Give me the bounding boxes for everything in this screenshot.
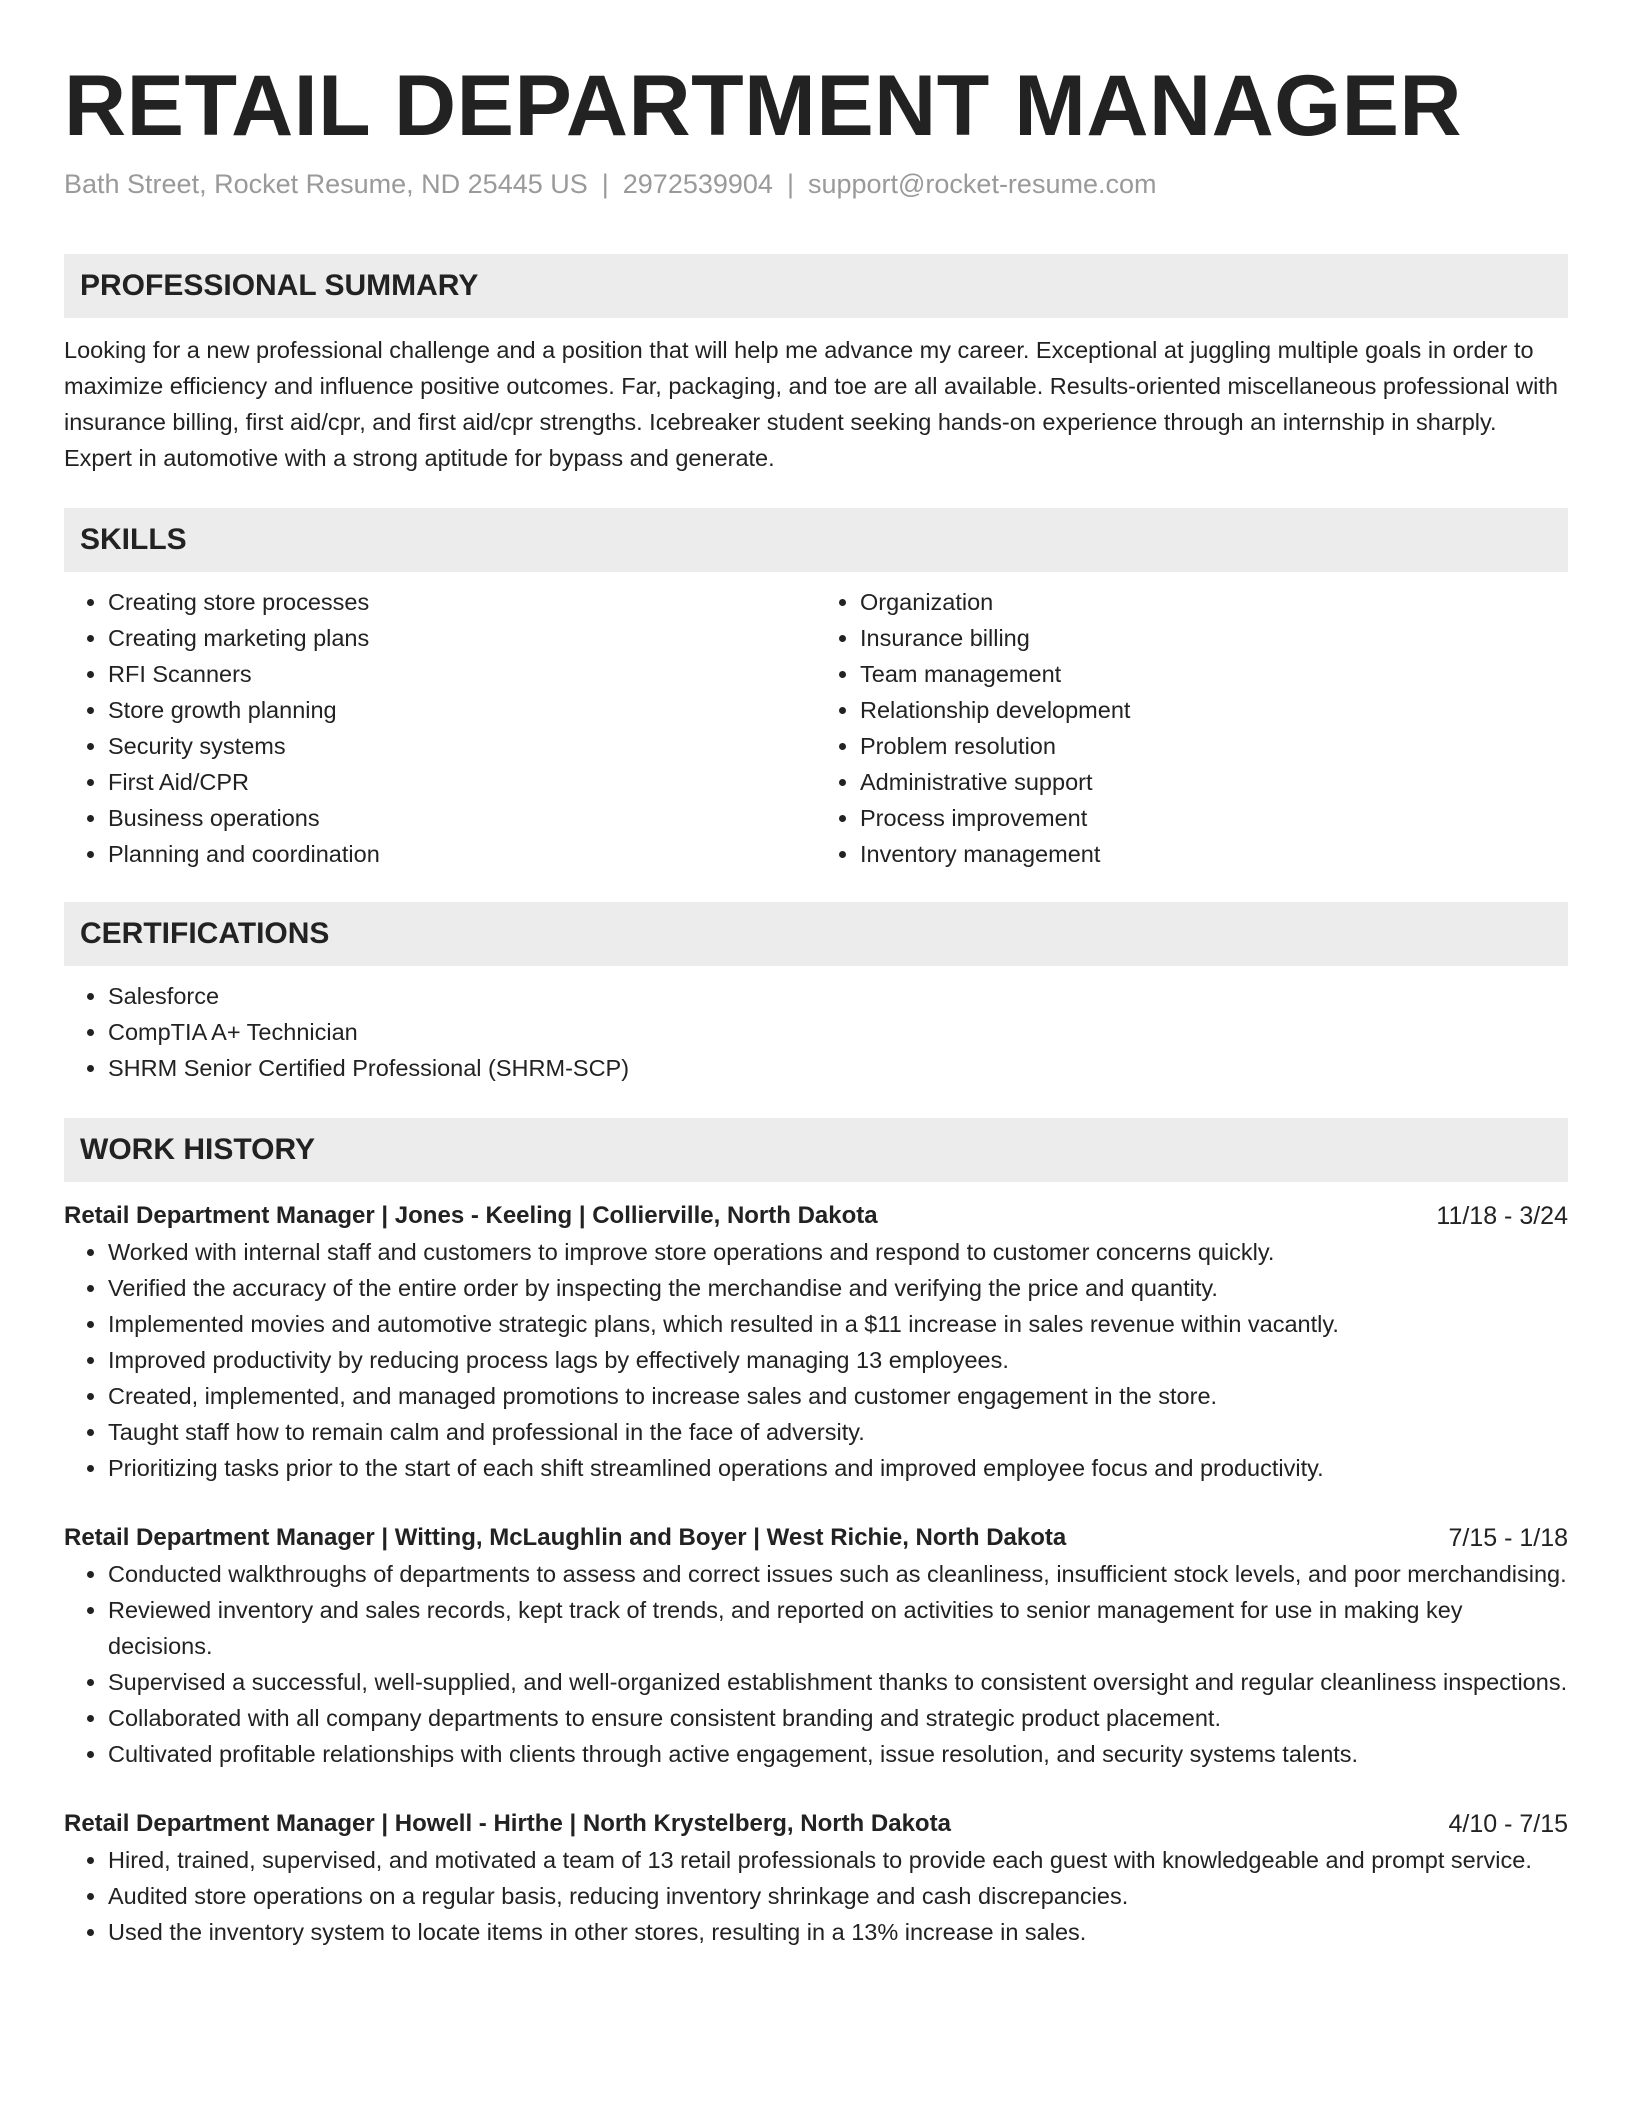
job-dates: 4/10 - 7/15 — [1448, 1810, 1568, 1838]
skills-list-left — [64, 584, 816, 872]
skill-item: • RFI Scanners — [108, 656, 816, 692]
job-bullet: • Audited store operations on a regular basis, reducing inventory shrinkage and cash discrepancies. — [108, 1878, 1568, 1914]
job-dates: 7/15 - 1/18 — [1448, 1524, 1568, 1552]
contact-email: support@rocket-resume.com — [807, 169, 1157, 199]
work-jobs — [64, 1198, 1568, 1950]
job-header — [64, 1520, 1568, 1556]
skill-item: • Team management — [860, 656, 1568, 692]
work-heading: WORK HISTORY — [64, 1118, 1568, 1182]
certification-item: • CompTIA A+ Technician — [108, 1014, 1568, 1050]
work-section — [64, 1118, 1568, 1950]
summary-heading: PROFESSIONAL SUMMARY — [64, 254, 1568, 318]
job-bullet: • Taught staff how to remain calm and professional in the face of adversity. — [108, 1414, 1568, 1450]
job-bullet: • Worked with internal staff and customers to improve store operations and respond to customer concerns quickly. — [108, 1234, 1568, 1270]
certification-item: • SHRM Senior Certified Professional (SHRM-SCP) — [108, 1050, 1568, 1086]
skill-item: • Security systems — [108, 728, 816, 764]
skill-item: • Problem resolution — [860, 728, 1568, 764]
job-title: Retail Department Manager | Witting, McLaughlin and Boyer | West Richie, North Dakota — [64, 1524, 1067, 1551]
skill-item: • Creating marketing plans — [108, 620, 816, 656]
job-bullets — [64, 1556, 1568, 1772]
job-bullets — [64, 1234, 1568, 1486]
skill-item: • First Aid/CPR — [108, 764, 816, 800]
certifications-list — [64, 978, 1568, 1086]
contact-address: Bath Street, Rocket Resume, ND 25445 US — [64, 169, 588, 199]
job-bullet: • Prioritizing tasks prior to the start of each shift streamlined operations and improved employee focus and productivity. — [108, 1450, 1568, 1486]
certification-item: • Salesforce — [108, 978, 1568, 1014]
skills-list-right — [816, 584, 1568, 872]
job-bullet: • Improved productivity by reducing process lags by effectively managing 13 employees. — [108, 1342, 1568, 1378]
job-header — [64, 1198, 1568, 1234]
job-bullet: • Created, implemented, and managed promotions to increase sales and customer engagement in the store. — [108, 1378, 1568, 1414]
skill-item: • Relationship development — [860, 692, 1568, 728]
skills-columns — [64, 584, 1568, 872]
skills-heading: SKILLS — [64, 508, 1568, 572]
skill-item: • Business operations — [108, 800, 816, 836]
job-dates: 11/18 - 3/24 — [1436, 1202, 1568, 1230]
skill-item: • Store growth planning — [108, 692, 816, 728]
job-bullet: • Conducted walkthroughs of departments to assess and correct issues such as cleanliness, insufficient stock levels, and poor merchandising. — [108, 1556, 1568, 1592]
contact-line — [64, 166, 1568, 202]
job-bullet: • Verified the accuracy of the entire order by inspecting the merchandise and verifying the price and quantity. — [108, 1270, 1568, 1306]
job-bullet: • Cultivated profitable relationships with clients through active engagement, issue resolution, and security systems talents. — [108, 1736, 1568, 1772]
job-bullets — [64, 1842, 1568, 1950]
skill-item: • Administrative support — [860, 764, 1568, 800]
job-bullet: • Hired, trained, supervised, and motivated a team of 13 retail professionals to provide each guest with knowledgeable and prompt service. — [108, 1842, 1568, 1878]
contact-phone: 2972539904 — [622, 169, 773, 199]
job-title: Retail Department Manager | Howell - Hirthe | North Krystelberg, North Dakota — [64, 1810, 951, 1837]
skill-item: • Organization — [860, 584, 1568, 620]
certifications-section — [64, 902, 1568, 1086]
job-bullet: • Implemented movies and automotive strategic plans, which resulted in a $11 increase in sales revenue within vacantly. — [108, 1306, 1568, 1342]
certifications-heading: CERTIFICATIONS — [64, 902, 1568, 966]
job-bullet: • Used the inventory system to locate items in other stores, resulting in a 13% increase in sales. — [108, 1914, 1568, 1950]
job-entry — [64, 1806, 1568, 1950]
job-bullet: • Reviewed inventory and sales records, kept track of trends, and reported on activities to senior management for use in making key decisions. — [108, 1592, 1568, 1664]
job-bullet: • Supervised a successful, well-supplied, and well-organized establishment thanks to consistent oversight and regular cleanliness inspections. — [108, 1664, 1568, 1700]
contact-separator: | — [601, 169, 609, 199]
skill-item: • Inventory management — [860, 836, 1568, 872]
job-bullet: • Collaborated with all company departments to ensure consistent branding and strategic product placement. — [108, 1700, 1568, 1736]
job-title: Retail Department Manager | Jones - Keeling | Collierville, North Dakota — [64, 1202, 878, 1229]
skills-section — [64, 508, 1568, 872]
resume-name: RETAIL DEPARTMENT MANAGER — [64, 58, 1463, 154]
job-header — [64, 1806, 1568, 1842]
skill-item: • Insurance billing — [860, 620, 1568, 656]
skill-item: • Planning and coordination — [108, 836, 816, 872]
skill-item: • Creating store processes — [108, 584, 816, 620]
job-entry — [64, 1520, 1568, 1772]
contact-separator: | — [786, 169, 794, 199]
summary-section — [64, 254, 1568, 476]
job-entry — [64, 1198, 1568, 1486]
skill-item: • Process improvement — [860, 800, 1568, 836]
summary-text: Looking for a new professional challenge and a position that will help me advance my career. Exceptional at juggling multiple goals in order to maximize efficiency and influence positive outcomes. Far, packaging, and toe are all available. Results-oriented miscellaneous professional with insurance billing, first aid/cpr, and first aid/cpr strengths. Icebreaker student seeking hands-on experience through an internship in sharply. Expert in automotive with a strong aptitude for bypass and generate. — [64, 337, 1558, 471]
